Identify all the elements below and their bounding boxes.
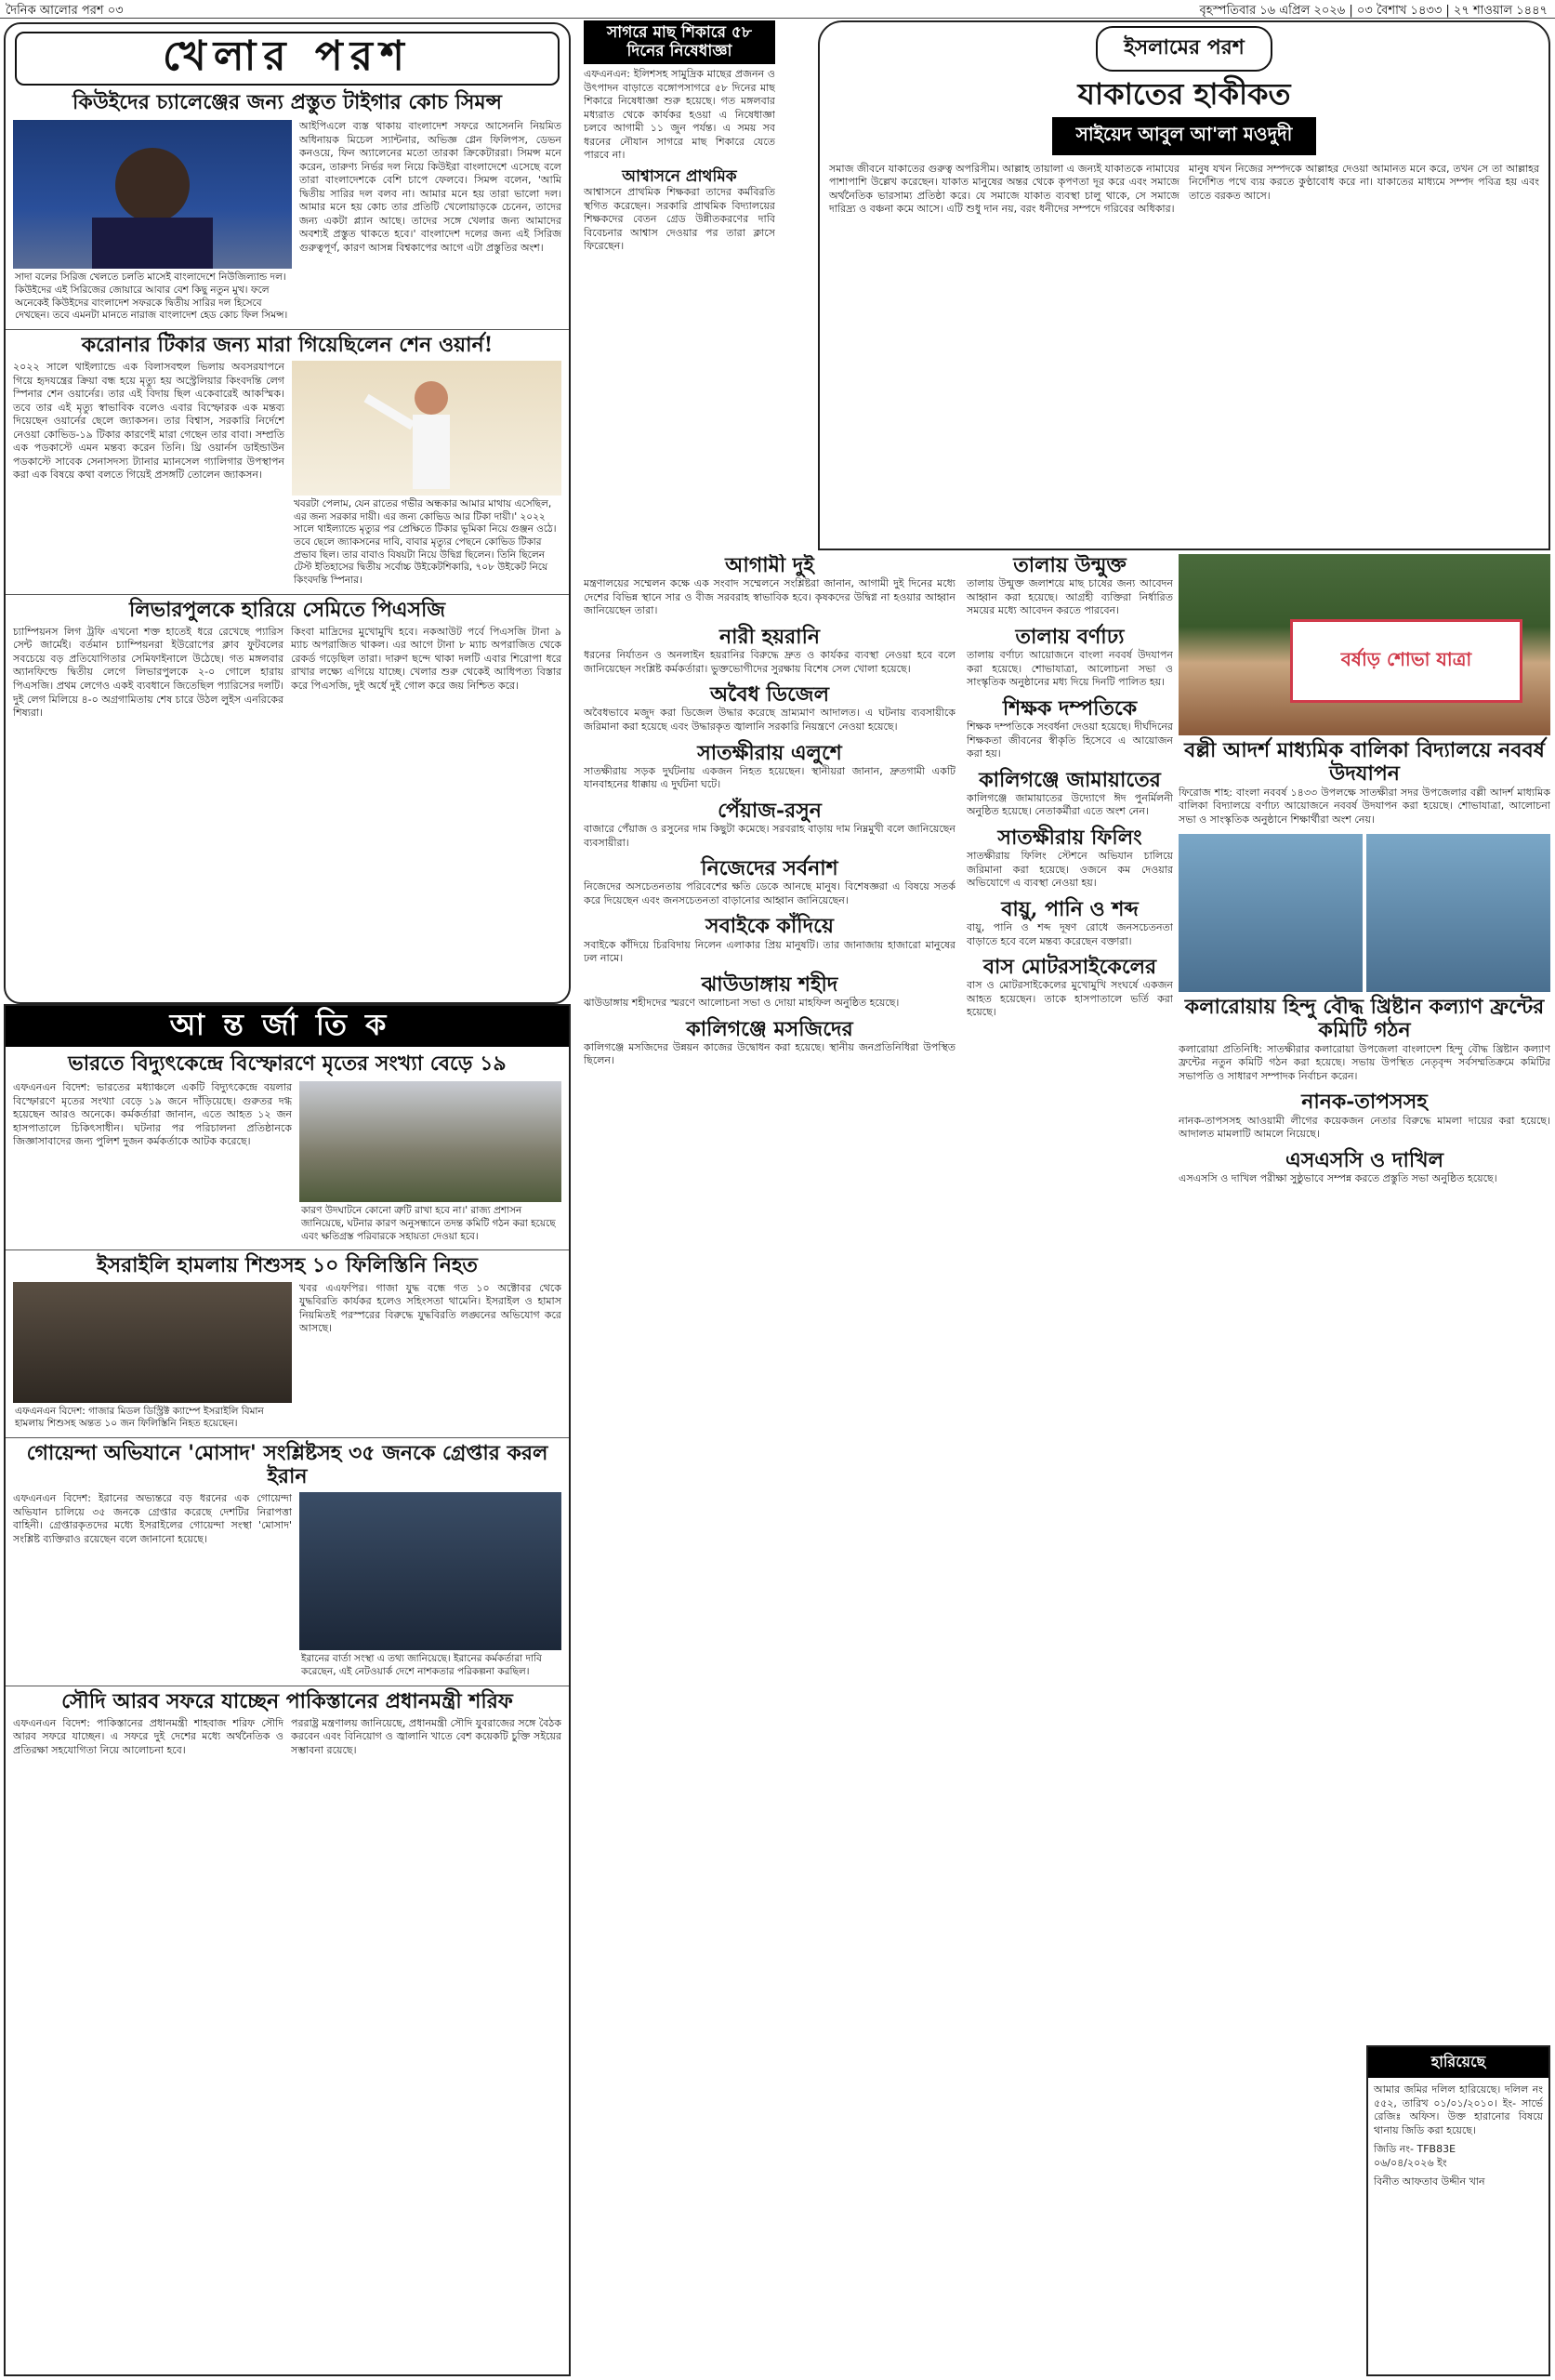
- paper-name: দৈনিক আলোর পরশ ০৩: [6, 4, 124, 18]
- coach-caption: সাদা বলের সিরিজ খেলতে চলতি মাসেই বাংলাদেশে নিউজিল্যান্ড দল। কিউইদের এই সিরিজের জোয়ারে আবার বেশ কিছু নতুন মুখ। ফলে অনেকেই কিউইদের বাংলাদেশ সফরকে দ্বিতীয় সারির দল হিসেবে দেখছেন। তবে এমনটা মানতে নারাজ বাংলাদেশ হেড কোচ ফিল সিমন্স।: [15, 271, 288, 322]
- shobaike-headline: সবাইকে কাঁদিয়ে: [705, 914, 834, 939]
- kaliganj-jamaat-body: কালিগঞ্জে জামায়াতের উদ্যোগে ঈদ পুনর্মিলনী অনুষ্ঠিত হয়েছে। নেতাকর্মীরা এতে অংশ নেন।: [967, 791, 1173, 818]
- kalaroa-headline: কলারোয়ায় হিন্দু বৌদ্ধ খ্রিষ্টান কল্যাণ ফ্রন্টের কমিটি গঠন: [1184, 995, 1545, 1043]
- diesel-body: অবৈধভাবে মজুদ করা ডিজেল উদ্ধার করেছে ভ্রাম্যমাণ আদালত। এ ঘটনায় ব্যবসায়ীকে জরিমানা করা হয়েছে এবং উদ্ধারকৃত জ্বালানি সরকারি নিয়ন্ত্রণে নেওয়া হয়েছে।: [584, 707, 955, 733]
- payaj-body: বাজারে পেঁয়াজ ও রসুনের দাম কিছুটা কমেছে। সরবরাহ বাড়ায় দাম নিম্নমুখী বলে জানিয়েছেন ব্যবসায়ীরা।: [584, 823, 955, 849]
- sports-story3-body: চ্যাম্পিয়নস লিগ ট্রফি এখনো শক্ত হাতেই ধরে রেখেছে প্যারিস সেন্ট জার্মেই। বর্তমান চ্যাম্পিয়নরা ইউরোপের ক্লাব ফুটবলের সবচেয়ে বড় প্রতিযোগিতার সেমিফাইনালে উঠেছে। গত মঙ্গলবার অ্যানফিল্ডে দ্বিতীয় লেগে লিভারপুলকে ২-০ গোলে হারায় পিএসজি। প্রথম লেগেও একই ব্যবধানে জিতেছিল প্যারিসের দলটি। দুই লেগ মিলিয়ে ৪-০ অগ্রগামিতায় শেষ চারে উঠল লুইস এনরিকের শিষ্যরা।: [13, 625, 283, 720]
- sports-story3-body2: কিংবা মাদ্রিদের মুখোমুখি হবে। নকআউট পর্বে পিএসজি টানা ৯ ম্যাচ অপরাজিত থাকল। এর আগে টানা ৮ ম্যাচ অপরাজিত থেকে রেকর্ড গড়েছিল তারা। দারুণ ছন্দে থাকা দলটি এবার শিরোপা ধরে রাখার লক্ষ্যে এগিয়ে যাচ্ছে। খেলার শুরু থেকেই আধিপত্য বিস্তার করে পিএসজি, দুই অর্ধে দুই গোল করে জয় নিশ্চিত করে।: [291, 625, 561, 692]
- nijeder-body: নিজেদের অসচেতনতায় পরিবেশের ক্ষতি ডেকে আনছে মানুষ। বিশেষজ্ঞরা এ বিষয়ে সতর্ক করে দিয়েছেন এবং জনসচেতনতা বাড়ানোর আহ্বান জানিয়েছেন।: [584, 880, 955, 906]
- portrait-right: [1366, 834, 1550, 992]
- islam-section: [818, 20, 1550, 550]
- kaliganj-headline: কালিগঞ্জে মসজিদের: [686, 1016, 853, 1041]
- sports-story3-headline: লিভারপুলকে হারিয়ে সেমিতে পিএসজি: [128, 597, 446, 622]
- satkhira-headline: সাতক্ষীরায় এলুশে: [697, 740, 842, 765]
- intl-story4-headline: সৌদি আরব সফরে যাচ্ছেন পাকিস্তানের প্রধানমন্ত্রী শরিফ: [61, 1688, 513, 1713]
- sports-story2-body: ২০২২ সালে থাইল্যান্ডে এক বিলাসবহুল ভিলায় অবসরযাপনে গিয়ে হৃদযন্ত্রের ক্রিয়া বন্ধ হয়ে মৃত্যু হয় অস্ট্রেলিয়ার কিংবদন্তি লেগ স্পিনার শেন ওয়ার্নের। তার এই বিদায় ছিল একেবারেই আকস্মিক। তবে তার এই মৃত্যু স্বাভাবিক বলেও এবার বিস্ফোরক এক মন্তব্য দিয়েছেন ওয়ার্নের ছেলে জ্যাকসন। তার বিশ্বাস, সরকারি নির্দেশে নেওয়া কোভিড-১৯ টিকার কারণেই মারা গেছেন তার বাবা। সম্প্রতি এক পডকাস্টে এমন মন্তব্য করেন তিনি। থ্রি ওয়ার্নস ডাইন্ডাউন পডকাস্টে সাবেক সেনাসদস্য ট্যানার ম্যানসেল গ্যালিগার উপস্থাপন করা এক বিষয়ে কথা বলতে গিয়েই প্রসঙ্গটি তোলেন জ্যাকসন।: [13, 361, 284, 482]
- talay-body: তালায় উন্মুক্ত জলাশয়ে মাছ চাষের জন্য আবেদন আহ্বান করা হয়েছে। আগ্রহী ব্যক্তিরা নির্ধারিত সময়ের মধ্যে আবেদন করতে পারবেন।: [967, 577, 1173, 617]
- fishing-headline: সাগরে মাছ শিকারে ৫৮ দিনের নিষেধাজ্ঞা: [584, 20, 775, 64]
- aagami-body: মন্ত্রণালয়ের সম্মেলন কক্ষে এক সংবাদ সম্মেলনে সংশ্লিষ্টরা জানান, আগামী দুই দিনের মধ্যে দেশের বিভিন্ন স্থানে সার ও বীজ সরবরাহ স্বাভাবিক হবে। কৃষকদের উদ্বিগ্ন না হওয়ার আহ্বান জানিয়েছেন তারা।: [584, 577, 955, 617]
- satkhira-filing-headline: সাতক্ষীরায় ফিলিং: [997, 825, 1142, 850]
- gaza-caption: এফএনএন বিদেশ: গাজার মিডল ডিস্ট্রিক্ট ক্যাম্পে ইসরাইলি বিমান হামলায় শিশুসহ অন্তত ১০ জন ফিলিস্তিনি নিহত হয়েছেন।: [15, 1405, 264, 1430]
- international-bar: আন্তর্জাতিক: [6, 1006, 569, 1047]
- payaj-headline: পেঁয়াজ-রসুন: [718, 798, 822, 823]
- lost-notice-date: ০৬/০৪/২০২৬ ইং: [1374, 2156, 1447, 2169]
- ashwasan-headline: আশ্বাসনে প্রাথমিক: [622, 166, 737, 186]
- talay-borno-body: তালায় বর্ণাঢ্য আয়োজনে বাংলা নববর্ষ উদযাপন করা হয়েছে। শোভাযাত্রা, আলোচনা সভা ও সাংস্কৃতিক অনুষ্ঠানের মধ্য দিয়ে দিনটি পালিত হয়।: [967, 649, 1173, 689]
- top-bar: [0, 0, 1555, 19]
- sports-masthead: খেলার পরশ: [15, 32, 560, 86]
- intl-story2-headline: ইসরাইলি হামলায় শিশুসহ ১০ ফিলিস্তিনি নিহত: [97, 1253, 478, 1278]
- powerplant-photo: [299, 1081, 561, 1202]
- coach-photo: [13, 120, 292, 269]
- islam-body: সমাজ জীবনে যাকাতের গুরুত্ব অপরিসীম। আল্লাহ তায়ালা এ জন্যই যাকাতকে নামাযের পাশাপাশি উল্লেখ করেছেন। যাকাত মানুষের অন্তর থেকে কৃপণতা দূর করে এবং সমাজে অর্থনৈতিক ভারসাম্য প্রতিষ্ঠা করে। যে সমাজে যাকাত ব্যবস্থা চালু থাকে, সে সমাজে দারিদ্র্য ও বঞ্চনা কমে আসে। এটি শুধু দান নয়, বরং ধনীদের সম্পদে গরিবের অধিকার।: [829, 162, 1179, 216]
- boroi-headline: বল্লী আদর্শ মাধ্যমিক বালিকা বিদ্যালয়ে নববর্ষ উদযাপন: [1184, 738, 1545, 787]
- date-line: বৃহস্পতিবার ১৬ এপ্রিল ২০২৬ | ০৩ বৈশাখ ১৪৩৩ | ২৭ শাওয়াল ১৪৪৭: [1199, 4, 1548, 18]
- islam-headline: যাকাতের হাকীকত: [1077, 76, 1291, 112]
- ssc-body: এসএসসি ও দাখিল পরীক্ষা সুষ্ঠুভাবে সম্পন্ন করতে প্রস্তুতি সভা অনুষ্ঠিত হয়েছে।: [1179, 1171, 1497, 1184]
- satkhira-filing-body: সাতক্ষীরায় ফিলিং স্টেশনে অভিযান চালিয়ে জরিমানা করা হয়েছে। ওজনে কম দেওয়ার অভিযোগে এ ব্যবস্থা নেওয়া হয়।: [967, 850, 1173, 890]
- portrait-left: [1179, 834, 1363, 992]
- lost-notice-gd: জিডি নং- TFB83E: [1374, 2143, 1456, 2156]
- sports-story2-headline: করোনার টিকার জন্য মারা গিয়েছিলেন শেন ওয়ার্ন!: [81, 332, 494, 357]
- satkhira-body: সাতক্ষীরায় সড়ক দুর্ঘটনায় একজন নিহত হয়েছেন। স্থানীয়রা জানান, দ্রুতগামী একটি যানবাহনের ধাক্কায় এ দুর্ঘটনা ঘটে।: [584, 764, 955, 791]
- coach-illustration: [13, 120, 292, 269]
- intl-story3-headline: গোয়েন্দা অভিযানে 'মোসাদ' সংশ্লিষ্টসহ ৩৫ জনকে গ্রেপ্তার করল ইরান: [26, 1440, 548, 1489]
- jhaudanga-headline: ঝাউডাঙ্গায় শহীদ: [701, 972, 838, 997]
- international-section: [4, 1004, 571, 2376]
- fishing-body: এফএনএন: ইলিশসহ সামুদ্রিক মাছের প্রজনন ও উৎপাদন বাড়াতে বঙ্গোপসাগরে ৫৮ দিনের মাছ শিকারে নিষেধাজ্ঞা শুরু হয়েছে। গত মঙ্গলবার মধ্যরাত থেকে কার্যকর হওয়া এ নিষেধাজ্ঞা চলবে আগামী ১১ জুন পর্যন্ত। এ সময় সব ধরনের নৌযান সাগরে মাছ শিকারে যেতে পারবে না।: [584, 68, 775, 162]
- iran-caption: ইরানের বার্তা সংস্থা এ তথ্য জানিয়েছে। ইরানের কর্মকর্তারা দাবি করেছেন, এই নেটওয়ার্ক দেশে নাশকতার পরিকল্পনা করছিল।: [301, 1653, 542, 1678]
- intl-story1-body: এফএনএন বিদেশ: ভারতের মধ্যাঞ্চলে একটি বিদ্যুৎকেন্দ্রে বয়লার বিস্ফোরণে মৃতের সংখ্যা বেড়ে ১৯ জনে দাঁড়িয়েছে। গুরুতর দগ্ধ হয়েছেন আরও অনেকে। কর্মকর্তারা জানান, এতে আহত ১২ জন হাসপাতালে চিকিৎসাধীন। ঘটনার পর পরিচালনা প্রতিষ্ঠানকে জিজ্ঞাসাবাদের জন্য পুলিশ দুজন কর্মকর্তাকে আটক করেছে।: [13, 1081, 292, 1148]
- intl-story4-body2: পররাষ্ট্র মন্ত্রণালয় জানিয়েছে, প্রধানমন্ত্রী সৌদি যুবরাজের সঙ্গে বৈঠক করবেন এবং বিনিয়োগ ও জ্বালানি খাতে বেশ কয়েকটি চুক্তি সইয়ের সম্ভাবনা রয়েছে।: [291, 1716, 561, 1756]
- sports-story1-headline: কিউইদের চ্যালেঞ্জের জন্য প্রস্তুত টাইগার কোচ সিমন্স: [72, 90, 502, 114]
- ssc-headline: এসএসসি ও দাখিল: [1285, 1147, 1443, 1172]
- jhaudanga-body: ঝাউডাঙ্গায় শহীদদের স্মরণে আলোচনা সভা ও দোয়া মাহফিল অনুষ্ঠিত হয়েছে।: [584, 997, 900, 1010]
- lost-notice: [1366, 2045, 1550, 2376]
- shobaike-body: সবাইকে কাঁদিয়ে চিরবিদায় নিলেন এলাকার প্রিয় মানুষটি। তার জানাজায় হাজারো মানুষের ঢল নামে।: [584, 938, 955, 965]
- gaza-photo: [13, 1282, 292, 1403]
- shikkhok-body: শিক্ষক দম্পতিকে সংবর্ধনা দেওয়া হয়েছে। দীর্ঘদিনের শিক্ষকতা জীবনের স্বীকৃতি হিসেবে এ আয়োজন করা হয়।: [967, 720, 1173, 760]
- sports-story1-body: আইপিএলে ব্যস্ত থাকায় বাংলাদেশ সফরে আসেননি নিয়মিত অধিনায়ক মিচেল স্যান্টনার, অভিজ্ঞ গ্লেন ফিলিপস, ডেভন কনওয়ে, ফিন অ্যালেনের মতো তারকা ক্রিকেটাররা। সিমন্স মনে করেন, তারুণ্য নির্ভর দল নিয়ে কিউইরা বাংলাদেশে এসেছে বলে তারা বাংলাদেশকে বেশি চাপে ফেলবে। সিমন্স বলেন, 'আমি দ্বিতীয় সারির দল বলব না। আমার মনে হয় তারা ভালো দল। আমার মনে হয় কোচ তার প্রতিটি খেলোয়াড়কে চেনেন, তাদের জন্য একটা প্ল্যান আছে। তাদের সঙ্গে খেলার জন্য আমাদের অবশ্যই প্রস্তুত থাকতে হবে।' বাংলাদেশ দলের জন্য এই সিরিজ গুরুত্বপূর্ণ, কারণ আসন্ন বিশ্বকাপের আগে এটা প্রস্তুতির অংশ।: [299, 120, 561, 254]
- procession-photo: [1179, 554, 1550, 735]
- nari-body: ধরনের নির্যাতন ও অনলাইন হয়রানির বিরুদ্ধে দ্রুত ও কার্যকর ব্যবস্থা নেওয়া হবে বলে জানিয়েছেন সংশ্লিষ্ট কর্মকর্তারা। ভুক্তভোগীদের সুরক্ষায় বিশেষ সেল খোলা হয়েছে।: [584, 649, 955, 675]
- lost-notice-name: বিনীত আফতাব উদ্দীন খান: [1374, 2175, 1485, 2188]
- ashwasan-body: আশ্বাসনে প্রাথমিক শিক্ষকরা তাদের কর্মবিরতি স্থগিত করেছেন। সরকারি প্রাথমিক বিদ্যালয়ের শিক্ষকদের বেতন গ্রেড উন্নীতকরণের দাবি বিবেচনার আশ্বাস দেওয়ার পর তারা ক্লাসে ফিরেছেন।: [584, 186, 775, 253]
- powerplant-caption: কারণ উদঘাটনে কোনো ত্রুটি রাখা হবে না।' রাজ্য প্রশাসন জানিয়েছে, ঘটনার কারণ অনুসন্ধানে তদন্ত কমিটি গঠন করা হয়েছে এবং ক্ষতিগ্রস্ত পরিবারকে সহায়তা দেওয়া হবে।: [301, 1205, 556, 1242]
- iran-photo: [299, 1492, 561, 1650]
- bayu-headline: বায়ু, পানি ও শব্দ: [1001, 896, 1139, 921]
- shikkhok-headline: শিক্ষক দম্পতিকে: [1002, 695, 1138, 721]
- intl-story2-body: খবর এএফপির। গাজা যুদ্ধ বন্ধে গত ১০ অক্টোবর থেকে যুদ্ধবিরতি কার্যকর হলেও সহিংসতা থামেনি। ইসরাইল ও হামাস নিয়মিতই পরস্পরের বিরুদ্ধে যুদ্ধবিরতি লঙ্ঘনের অভিযোগ করে আসছে।: [299, 1281, 561, 1335]
- lost-notice-title: হারিয়েছে: [1368, 2047, 1548, 2078]
- nari-headline: নারী হয়রানি: [719, 624, 820, 649]
- islam-author: সাইয়েদ আবুল আ'লা মওদুদী: [1052, 117, 1317, 155]
- talay-borno-headline: তালায় বর্ণাঢ্য: [1015, 624, 1125, 649]
- warne-caption: খবরটা পেলাম, যেন রাতের গভীর অন্ধকার আমার মাথায় এসেছিল, এর জন্য সরকার দায়ী। এর জন্য কোভিড আর টিকা দায়ী।' ২০২২ সালে থাইল্যান্ডে মৃত্যুর পর প্রেক্ষিতে টিকার ভূমিকা নিয়ে গুঞ্জন ওঠে। তবে ছেলে জ্যাকসনের দাবি, বাবার মৃত্যুর পেছনে কোভিড টিকার প্রভাব ছিল। তার বাবাও বিষয়টা নিয়ে উদ্বিগ্ন ছিলেন। তিনি ছিলেন টেস্ট ইতিহাসের দ্বিতীয় সর্বোচ্চ উইকেটশিকারি, ৭০৮ উইকেট নিয়ে কিংবদন্তি স্পিনার।: [294, 498, 557, 586]
- nanak-body: নানক-তাপসসহ আওয়ামী লীগের কয়েকজন নেতার বিরুদ্ধে মামলা দায়ের করা হয়েছে। আদালত মামলাটি আমলে নিয়েছে।: [1179, 1114, 1550, 1141]
- warne-illustration: [292, 361, 561, 496]
- nijeder-headline: নিজেদের সর্বনাশ: [701, 856, 838, 881]
- talay-headline: তালায় উন্মুক্ত: [1013, 554, 1127, 577]
- procession-banner: বর্ষাড় শোভা যাত্রা: [1290, 619, 1522, 703]
- intl-story1-headline: ভারতে বিদ্যুৎকেন্দ্রে বিস্ফোরণে মৃতের সংখ্যা বেড়ে ১৯: [68, 1051, 507, 1076]
- bas-headline: বাস মোটরসাইকেলের: [982, 955, 1157, 980]
- kaliganj-jamaat-headline: কালিগঞ্জে জামায়াতের: [979, 767, 1161, 792]
- aagami-headline: আগামী দুই: [725, 554, 814, 577]
- kaliganj-body: কালিগঞ্জে মসজিদের উন্নয়ন কাজের উদ্বোধন করা হয়েছে। স্থানীয় জনপ্রতিনিধিরা উপস্থিত ছিলেন।: [584, 1040, 955, 1067]
- diesel-headline: অবৈধ ডিজেল: [710, 682, 829, 707]
- middle-stories-column: [584, 554, 955, 2376]
- boroi-body: ফিরোজ শাহ: বাংলা নববর্ষ ১৪৩৩ উপলক্ষে সাতক্ষীরা সদর উপজেলার বল্লী আদর্শ মাধ্যমিক বালিকা বিদ্যালয়ে বর্ণাঢ্য আয়োজনে নববর্ষ উদযাপন করা হয়েছে। শোভাযাত্রা, আলোচনা সভা ও সাংস্কৃতিক অনুষ্ঠানে শিক্ষার্থীরা অংশ নেয়।: [1179, 786, 1550, 826]
- intl-story3-body: এফএনএন বিদেশ: ইরানের অভ্যন্তরে বড় ধরনের এক গোয়েন্দা অভিযান চালিয়ে ৩৫ জনকে গ্রেপ্তার করেছে দেশটির নিরাপত্তা বাহিনী। গ্রেপ্তারকৃতদের মধ্যে ইসরাইলের গোয়েন্দা সংস্থা 'মোসাদ' সংশ্লিষ্ট ব্যক্তিরাও রয়েছেন বলে জানানো হয়েছে।: [13, 1492, 292, 1545]
- nanak-headline: নানক-তাপসসহ: [1301, 1090, 1428, 1115]
- middle-right-column: [967, 554, 1173, 2376]
- islam-body2: মানুষ যখন নিজের সম্পদকে আল্লাহর দেওয়া আমানত মনে করে, তখন সে তা আল্লাহর নির্দেশিত পথে ব্যয় করতে কুণ্ঠাবোধ করে না। যাকাতের মাধ্যমে সম্পদ পবিত্র হয় এবং তাতে বরকত আসে।: [1189, 162, 1539, 202]
- warne-photo: [292, 361, 561, 496]
- islam-tag: ইসলামের পরশ: [1096, 26, 1272, 72]
- kalaroa-body: কলারোয়া প্রতিনিধি: সাতক্ষীরার কলারোয়া উপজেলা বাংলাদেশ হিন্দু বৌদ্ধ খ্রিষ্টান কল্যাণ ফ্রন্টের নতুন কমিটি গঠন করা হয়েছে। সভায় উপস্থিত নেতৃবৃন্দ সর্বসম্মতিক্রমে কমিটির সভাপতি ও সাধারণ সম্পাদক নির্বাচন করেন।: [1179, 1042, 1550, 1082]
- intl-story4-body: এফএনএন বিদেশ: পাকিস্তানের প্রধানমন্ত্রী শাহবাজ শরিফ সৌদি আরব সফরে যাচ্ছেন। এ সফরে দুই দেশের মধ্যে অর্থনৈতিক ও প্রতিরক্ষা সহযোগিতা নিয়ে আলোচনা হবে।: [13, 1716, 283, 1756]
- middle-top-column: [584, 20, 775, 550]
- lost-notice-body: আমার জমির দলিল হারিয়েছে। দলিল নং ৫৫২, তারিখ ০১/০১/২০১০। ইং- সার্ভে রেজিঃ অফিস। উক্ত হারানোর বিষয়ে থানায় জিডি করা হয়েছে।: [1374, 2083, 1543, 2136]
- bas-body: বাস ও মোটরসাইকেলের মুখোমুখি সংঘর্ষে একজন আহত হয়েছেন। তাকে হাসপাতালে ভর্তি করা হয়েছে।: [967, 979, 1173, 1019]
- right-column: [1179, 554, 1550, 2042]
- bayu-body: বায়ু, পানি ও শব্দ দূষণ রোধে জনসচেতনতা বাড়াতে হবে বলে মন্তব্য করেছেন বক্তারা।: [967, 921, 1173, 947]
- sports-section: [4, 22, 571, 1004]
